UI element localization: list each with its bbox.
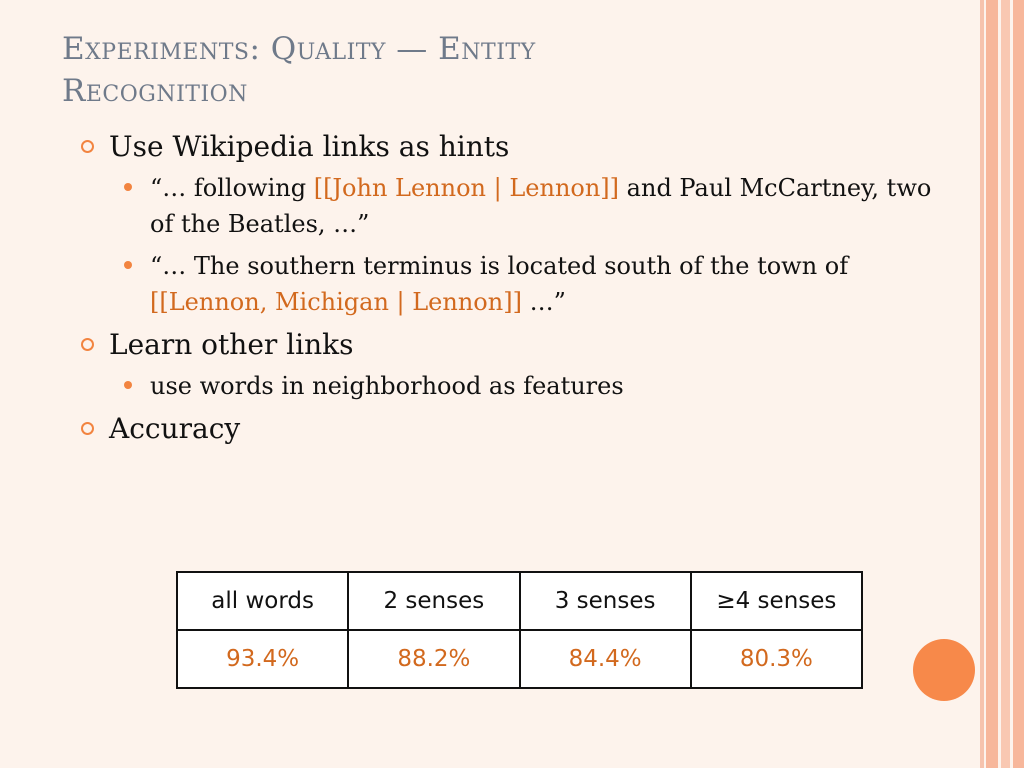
bullet-item [80, 410, 960, 448]
sub-bullet-item [80, 170, 960, 242]
table-header-cell: ≥4 senses [691, 572, 862, 630]
bullet-item [80, 128, 960, 166]
sub-bullet-item [80, 248, 960, 320]
quote-text-pre: “… following [150, 174, 314, 202]
table-header-cell: all words [177, 572, 348, 630]
table-cell: 80.3% [691, 630, 862, 688]
bullet-text: Accuracy [109, 412, 241, 445]
dot-bullet-icon [124, 183, 132, 191]
quote-text-pre: “… The southern terminus is located south of the town of [150, 252, 849, 280]
sub-bullet-text: use words in neighborhood as features [150, 372, 624, 400]
dot-bullet-icon [124, 381, 132, 389]
decorative-circle [913, 639, 975, 701]
quote-text-post: …” [521, 288, 566, 316]
title-line-1: Experiments: Quality — Entity [62, 31, 536, 67]
quote-text-post: and Paul McCartney, two of the Beatles, …” [150, 174, 932, 238]
bullet-list [80, 128, 960, 452]
bullet-item [80, 326, 960, 364]
table-header-cell: 2 senses [348, 572, 519, 630]
table-row [177, 630, 862, 688]
sub-bullet-item [80, 368, 960, 404]
decorative-stripes [980, 0, 1024, 768]
bullet-text: Learn other links [109, 328, 354, 361]
table-cell: 84.4% [520, 630, 691, 688]
bullet-text: Use Wikipedia links as hints [109, 130, 510, 163]
title-line-2: Recognition [62, 73, 248, 109]
table-header-cell: 3 senses [520, 572, 691, 630]
ring-bullet-icon [81, 338, 94, 351]
table-header-row [177, 572, 862, 630]
ring-bullet-icon [81, 140, 94, 153]
table-cell: 93.4% [177, 630, 348, 688]
table-cell: 88.2% [348, 630, 519, 688]
wiki-link-markup: [[Lennon, Michigan | Lennon]] [150, 288, 522, 316]
dot-bullet-icon [124, 261, 132, 269]
wiki-link-markup: [[John Lennon | Lennon]] [313, 174, 620, 202]
ring-bullet-icon [81, 422, 94, 435]
accuracy-table [176, 571, 863, 689]
slide-title [62, 28, 942, 112]
